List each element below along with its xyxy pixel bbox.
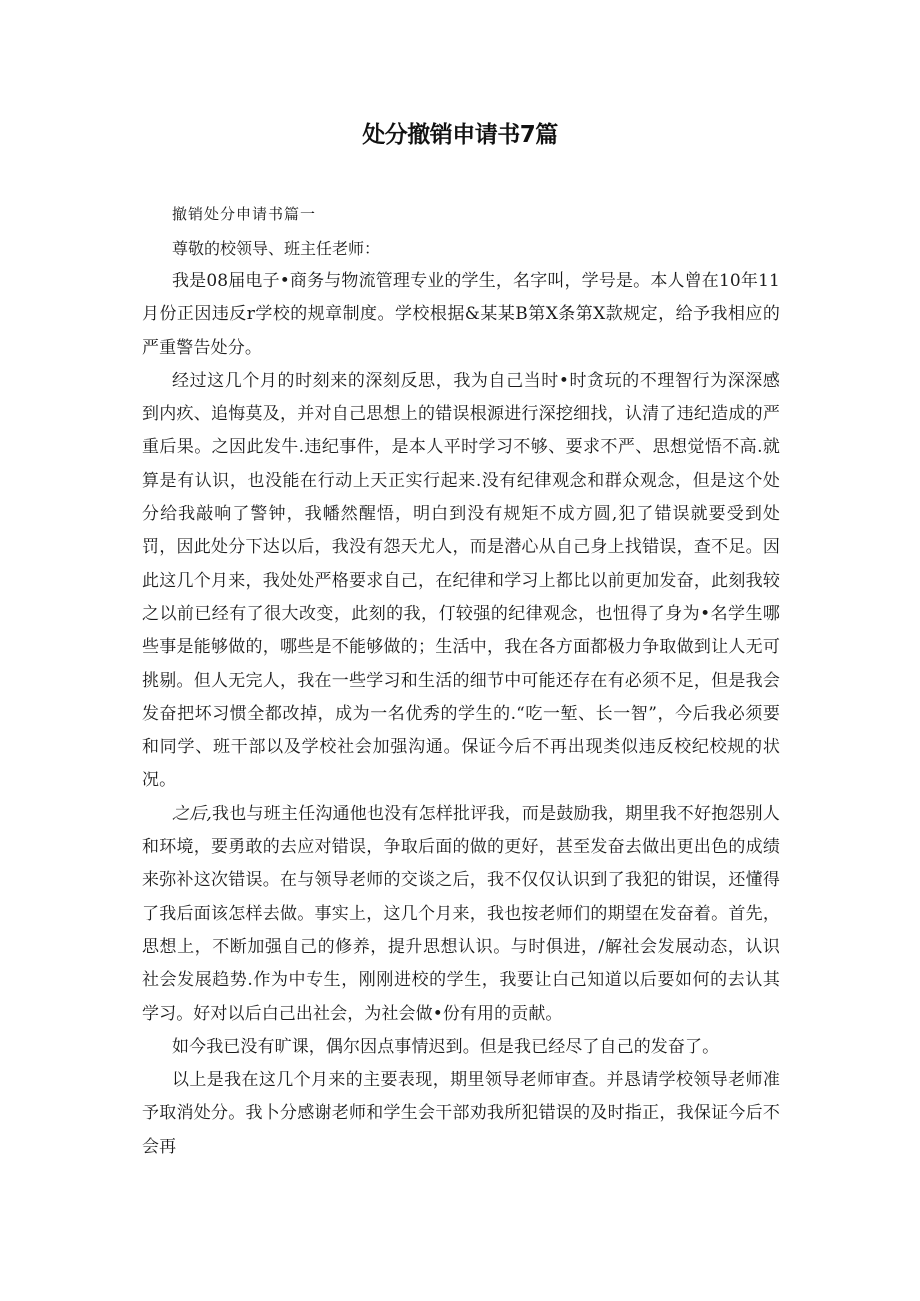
paragraph: 以上是我在这几个月来的主要表现，期里领导老师审查。并恳请学校领导老师准予取消处分。我卜分感谢老师和学生会干部劝我所犯错误的及时指正，我保证今后不会再 bbox=[142, 1070, 780, 1157]
paragraph bbox=[142, 798, 780, 1031]
paragraph: 经过这几个月的时刻来的深刻反思，我为自己当时•时贪玩的不理智行为深深感到内疚、追悔莫及，并对自己思想上的错误根源进行深挖细找，认清了违纪造成的严重后果。之因此发牛.违纪事件，是本人平时学习不够、要求不严、思想觉悟不高.就算是有认识，也没能在行动上天正实行起来.没有纪律观念和群众观念，但是这个处分给我敲响了警钟，我幡然醒悟，明白到没有规矩不成方圆,犯了错误就要受到处罚，因此处分下达以后，我没有怨天尤人，而是潜心从自己身上找错误，查不足。因此这几个月来，我处处严格要求自己，在纪律和学习上都比以前更加发奋，此刻我较之以前已经有了很大改变，此刻的我，仃较强的纪律观念，也忸得了身为•名学生哪些事是能够做的，哪些是不能够做的；生活中，我在各方面都极力争取做到让人无可挑剔。但人无完人，我在一些学习和生活的细节中可能还存在有必须不足，但是我会发奋把坏习惯全都改掉，成为一名优秀的学生的.“吃一堑、长一智”，今后我必须要和同学、班干部以及学校社会加强沟通。保证今后不再出现类似违反校纪校规的状况。 bbox=[142, 370, 780, 791]
salutation: 尊敬的校领导、班主任老师： bbox=[172, 239, 381, 258]
paragraph: 如今我已没有旷课，偶尔因点事情迟到。但是我已经尽了自己的发奋了。 bbox=[172, 1036, 720, 1057]
document-title: 处分撤销申请书7篇 bbox=[362, 122, 558, 148]
paragraph-text: 我也与班主任沟通他也没有怎样批评我，而是鼓励我，期里我不好抱怨别人和环境，要勇敢的去应对错误，争取后面的做的更好，甚至发奋去做出更出色的成绩来弥补这次错误。在与领导老师的交谈之后，我不仅仅认识到了我犯的钳误，还懂得了我后面该怎样去做。事实上，这几个月来，我也按老师们的期望在发奋着。首先，思想上，不断加强自己的修养，提升思想认识。与时俱进，/解社会发展动态，认识社会发展趋势.作为中专生，刚刚进校的学生，我要让白己知道以后要如何的去认其学习。好对以后白己出社会，为社会做•份有用的贡献。 bbox=[142, 803, 780, 1024]
italic-prefix: 之后, bbox=[172, 803, 212, 824]
section-subtitle: 撤销处分申请书篇一 bbox=[172, 205, 317, 223]
paragraph: 我是08届电子•商务与物流管理专业的学生，名字叫，学号是。本人曾在10年11月份正因违反r学校的规章制度。学校根据&某某B第X条第X款规定，给予我相应的严重警告处分。 bbox=[142, 271, 780, 358]
document-body bbox=[142, 265, 780, 1164]
